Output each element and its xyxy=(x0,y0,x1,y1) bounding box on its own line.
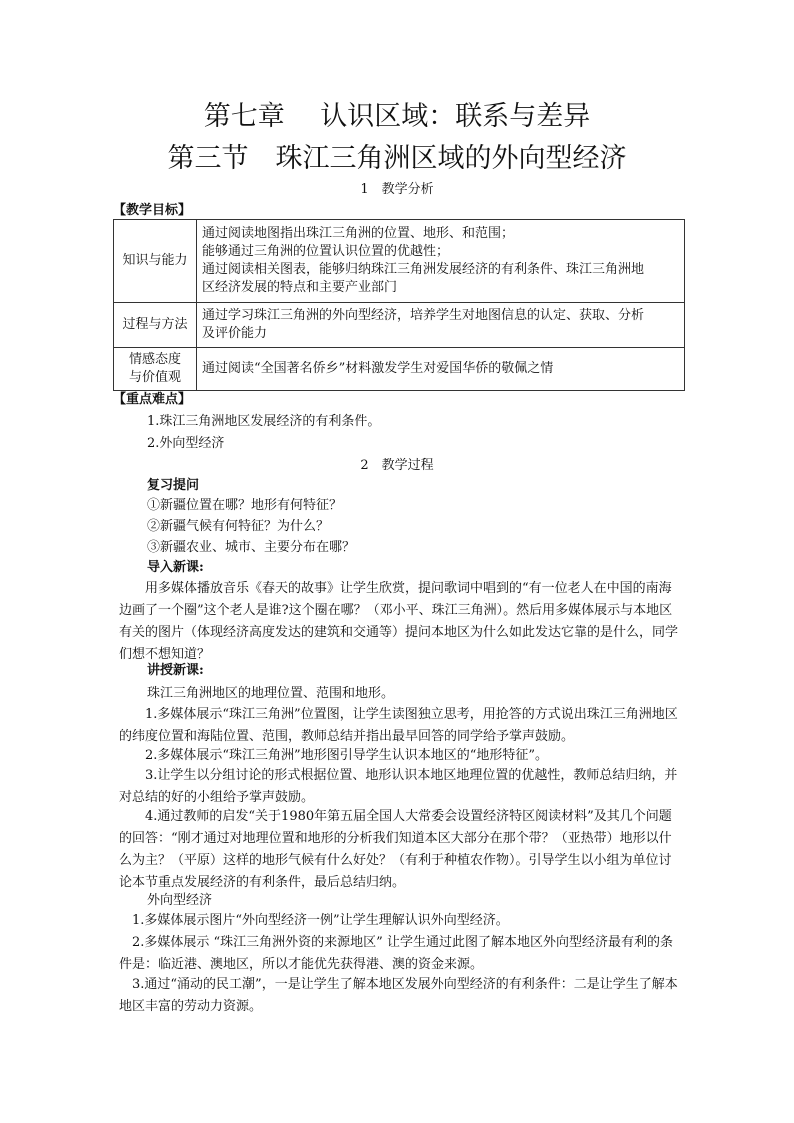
goals-row xyxy=(114,220,685,303)
review-title: 复习提问 xyxy=(147,478,200,493)
goals-row xyxy=(114,303,685,348)
chapter-title: 第七章 认识区域：联系与差异 xyxy=(203,101,591,132)
goals-line: 通过阅读“全国著名侨乡”材料激发学生对爱国华侨的敬佩之情 xyxy=(202,361,554,376)
geo-item: 2.多媒体展示“珠江三角洲”地形图引导学生认识本地区的“地形特征”。 xyxy=(119,748,548,763)
econ-title: 外向型经济 xyxy=(147,893,213,908)
goals-label-line: 情感态度 xyxy=(128,352,181,367)
intro-paragraph: 用多媒体播放音乐《春天的故事》让学生欣赏，提问歌词中唱到的“有一位老人在中国的南海边画了一个圈”这个老人是谁?这个圈在哪？（邓小平、珠江三角洲）。然后用多媒体展示与本地区有关的图片（体现经济高度发达的建筑和交通等）提问本地区为什么如此发达它靠的是什么，同学们想不想知道？ xyxy=(119,581,679,662)
goals-line: 通过阅读相关图表，能够归纳珠江三角洲发展经济的有利条件、珠江三角洲地 xyxy=(202,262,645,277)
section-title: 第三节 珠江三角洲区域的外向型经济 xyxy=(167,143,627,174)
part-heading-analysis: 1 教学分析 xyxy=(360,182,434,197)
goals-line: 通过学习珠江三角洲的外向型经济，培养学生对地图信息的认定、获取、分析 xyxy=(202,308,645,323)
geo-item: 1.多媒体展示“珠江三角洲”位置图，让学生读图独立思考，用抢答的方式说出珠江三角洲地区的纬度位置和海陆位置、范围，教师总结并指出最早回答的同学给予掌声鼓励。 xyxy=(119,707,678,744)
keypoint-item: 2.外向型经济 xyxy=(147,436,225,451)
econ-item: 3.通过“涌动的民工潮”，一是让学生了解本地区发展外向型经济的有利条件：二是让学生了解本地区丰富的劳动力资源。 xyxy=(119,977,678,1014)
keypoint-item: 1.珠江三角洲地区发展经济的有利条件。 xyxy=(147,414,381,429)
goals-heading: 【教学目标】 xyxy=(113,203,192,218)
goals-line: 区经济发展的特点和主要产业部门 xyxy=(202,280,398,295)
geo-item: 3.让学生以分组讨论的形式根据位置、地形认识本地区地理位置的优越性，教师总结归纳，并对总结的好的小组给予掌声鼓励。 xyxy=(119,768,678,805)
goals-line: 能够通过三角洲的位置认识位置的优越性； xyxy=(202,244,450,259)
goals-row-label xyxy=(114,348,197,391)
review-item: ③新疆农业、城市、主要分布在哪？ xyxy=(147,540,356,555)
goals-row xyxy=(114,348,685,391)
intro-title: 导入新课: xyxy=(147,560,204,575)
econ-item: 2.多媒体展示 “珠江三角洲外资的来源地区” 让学生通过此图了解本地区外向型经济最有利的条件是：临近港、澳地区，所以才能优先获得港、澳的资金来源。 xyxy=(119,935,673,972)
goals-row-label: 过程与方法 xyxy=(114,303,197,348)
geo-item: 4.通过教师的启发“关于1980年第五届全国人大常委会设置经济特区阅读材料”及其几个问题的回答：“刚才通过对地理位置和地形的分析我们知道本区大部分在那个带？（亚热带）地形以什么为主？（平原）这样的地形气候有什么好处？（有利于种植农作物）。引导学生以小组为单位讨论本节重点发展经济的有利条件，最后总结归纳。 xyxy=(119,809,672,890)
review-item: ②新疆气候有何特征？为什么？ xyxy=(147,519,330,534)
goals-line: 通过阅读地图指出珠江三角洲的位置、地形、和范围； xyxy=(202,226,515,241)
teach-title: 讲授新课: xyxy=(147,663,204,678)
goals-row-content xyxy=(197,220,685,303)
goals-row-content xyxy=(197,303,685,348)
goals-line: 及评价能力 xyxy=(202,326,268,341)
geo-title: 珠江三角洲地区的地理位置、范围和地形。 xyxy=(147,686,395,701)
econ-item: 1.多媒体展示图片“外向型经济一例”让学生理解认识外向型经济。 xyxy=(119,913,509,928)
goals-row-label: 知识与能力 xyxy=(114,220,197,303)
keypoints-heading: 【重点难点】 xyxy=(113,392,192,407)
goals-row-content xyxy=(197,348,685,391)
review-item: ①新疆位置在哪？地形有何特征？ xyxy=(147,498,343,513)
goals-label-line: 与价值观 xyxy=(128,370,181,385)
goals-table xyxy=(113,219,685,391)
part-heading-process: 2 教学过程 xyxy=(360,458,434,473)
